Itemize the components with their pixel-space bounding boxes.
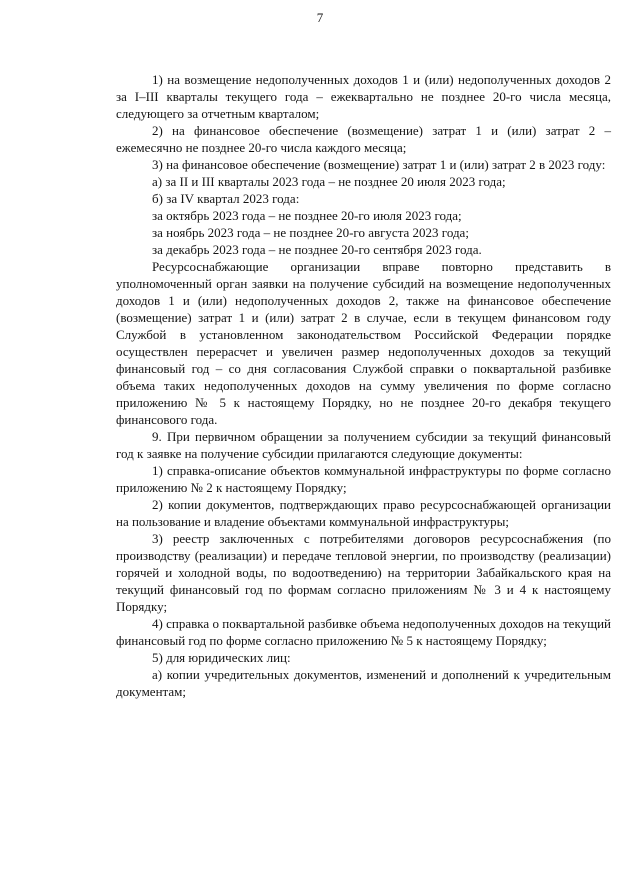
paragraph-doc-4: 4) справка о поквартальной разбивке объема недополученных доходов на текущий финансовый год по форме согласно приложению № 5 к настоящему Порядку; [116, 616, 611, 648]
paragraph-item-3: 3) на финансовое обеспечение (возмещение) затрат 1 и (или) затрат 2 в 2023 году: [152, 157, 606, 172]
document-body [116, 71, 611, 700]
paragraph-subitem-b: б) за IV квартал 2023 года: [152, 191, 300, 206]
paragraph-item-1: 1) на возмещение недополученных доходов 1 и (или) недополученных доходов 2 за I–III кварталы текущего года – ежеквартально не позднее 20-го числа месяца, следующего за отчетным кварталом; [116, 72, 611, 121]
page-number: 7 [316, 10, 324, 25]
paragraph-doc-2: 2) копии документов, подтверждающих право ресурсоснабжающей организации на пользование и владение объектами коммунальной инфраструктуры; [116, 497, 611, 529]
paragraph-doc-5: 5) для юридических лиц: [152, 650, 291, 665]
paragraph-doc-5a: а) копии учредительных документов, изменений и дополнений к учредительным документам; [116, 667, 611, 699]
paragraph-item-2: 2) на финансовое обеспечение (возмещение) затрат 1 и (или) затрат 2 – ежемесячно не позднее 20-го числа каждого месяца; [116, 123, 611, 155]
paragraph-doc-3: 3) реестр заключенных с потребителями договоров ресурсоснабжения (по производству (реализации) и передаче тепловой энергии, по производству (реализации) горячей и холодной воды, по водоотведению) на территории Забайкальского края на текущий финансовый год по формам согласно приложениям № 3 и 4 к настоящему Порядку; [116, 531, 611, 614]
paragraph-resubmission: Ресурсоснабжающие организации вправе повторно представить в уполномоченный орган заявки на получение субсидий на возмещение недополученных доходов 1 и (или) недополученных доходов 2, также на финансовое обеспечение (возмещение) затрат 1 и (или) затрат 2 в случае, если в текущем финансовом году Службой в установленном законодательством Российской Федерации порядке осуществлен перерасчет и увеличен размер недополученных доходов за текущий финансовый год – со дня согласования Службой справки о поквартальной разбивке объема таких недополученных доходов на сумму увеличения по форме согласно приложению № 5 к настоящему Порядку, но не позднее 20-го декабря текущего финансового года. [116, 259, 611, 427]
paragraph-november: за ноябрь 2023 года – не позднее 20-го августа 2023 года; [152, 225, 469, 240]
paragraph-december: за декабрь 2023 года – не позднее 20-го сентября 2023 года. [152, 242, 482, 257]
paragraph-section-9: 9. При первичном обращении за получением субсидии за текущий финансовый год к заявке на получение субсидии прилагаются следующие документы: [116, 429, 611, 461]
paragraph-doc-1: 1) справка-описание объектов коммунальной инфраструктуры по форме согласно приложению № 2 к настоящему Порядку; [116, 463, 611, 495]
paragraph-subitem-a: а) за II и III кварталы 2023 года – не позднее 20 июля 2023 года; [152, 174, 506, 189]
paragraph-october: за октябрь 2023 года – не позднее 20-го июля 2023 года; [152, 208, 462, 223]
